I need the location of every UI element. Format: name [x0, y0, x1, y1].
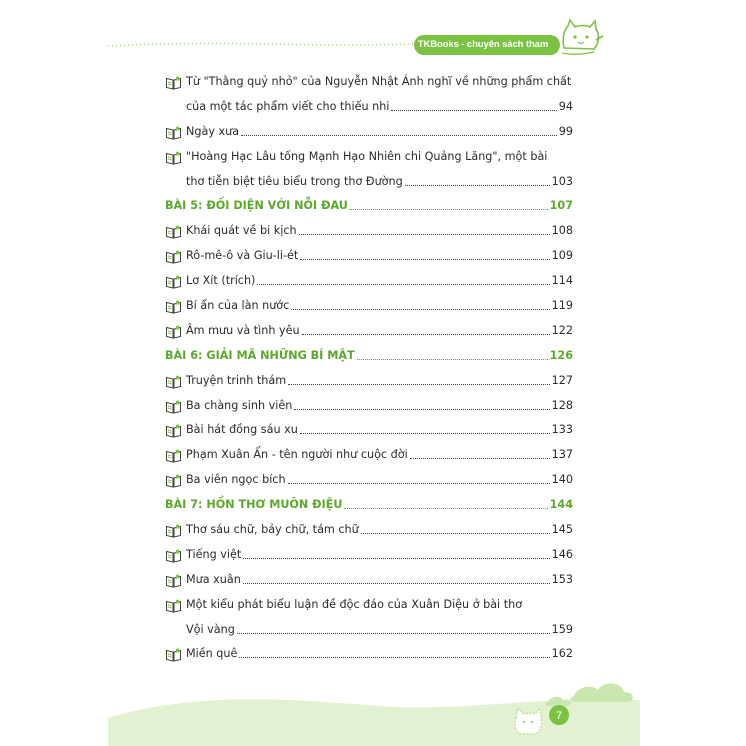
toc-entry — [165, 472, 573, 488]
page-ref: 146 — [551, 547, 573, 561]
toc-line — [165, 497, 573, 513]
entry-title: Thơ sáu chữ, bảy chữ, tám chữ — [186, 523, 359, 537]
cat-mascot-icon — [556, 18, 604, 58]
toc-entry — [165, 124, 573, 140]
dot-leader — [288, 384, 550, 385]
page-number: 7 — [555, 710, 563, 722]
entry-title: Một kiểu phát biểu luận đề độc đáo của Xuân Diệu ở bài thơ — [186, 597, 523, 611]
entry-title: Khái quát về bi kịch — [186, 224, 297, 238]
toc-line — [165, 622, 573, 638]
dot-leader — [241, 135, 557, 136]
dot-leader — [300, 433, 550, 434]
book-icon — [165, 524, 182, 538]
header-banner — [414, 35, 552, 70]
entry-title: Phạm Xuân Ẩn - tên người như cuộc đời — [186, 448, 408, 462]
toc-line — [165, 248, 573, 264]
page-ref: 114 — [551, 274, 573, 288]
book-icon — [165, 126, 182, 140]
toc-line — [165, 597, 573, 613]
header-dotted-line — [108, 40, 418, 48]
book-icon — [165, 449, 182, 463]
dot-leader — [243, 583, 550, 584]
page-ref: 122 — [551, 323, 573, 337]
toc-entry — [165, 74, 573, 115]
entry-title: Truyện trinh thám — [186, 373, 287, 387]
toc-line — [165, 124, 573, 140]
entry-title: Lơ Xít (trích) — [186, 274, 256, 288]
entry-title: Âm mưu và tình yêu — [186, 323, 300, 337]
toc-entry — [165, 373, 573, 389]
page-ref: 145 — [551, 523, 573, 537]
chapter-title: BÀI 6: GIẢI MÃ NHỮNG BÍ MẬT — [165, 348, 355, 362]
toc-line — [165, 198, 573, 214]
toc-line — [165, 398, 573, 414]
entry-title: Vội vàng — [186, 622, 235, 636]
book-icon — [165, 151, 182, 165]
page-ref: 126 — [549, 348, 573, 362]
entry-title: Bài hát đồng sáu xu — [186, 423, 298, 437]
dot-leader — [294, 409, 549, 410]
toc-entry — [165, 248, 573, 264]
footer-decoration — [0, 640, 746, 746]
dot-leader — [237, 633, 550, 634]
book-icon — [165, 549, 182, 563]
toc-line — [165, 273, 573, 289]
book-icon — [165, 400, 182, 414]
book-icon — [165, 225, 182, 239]
entry-title: Ba chàng sinh viên — [186, 398, 293, 412]
toc-entry — [165, 273, 573, 289]
toc-line — [165, 373, 573, 389]
book-icon — [165, 250, 182, 264]
dot-leader — [302, 334, 550, 335]
toc-entry — [165, 547, 573, 563]
entry-title: Ngày xưa — [186, 124, 240, 138]
entry-title: Từ "Thằng quỷ nhỏ" của Nguyễn Nhật Ánh nghĩ về những phẩm chất — [186, 75, 572, 88]
toc-line — [165, 348, 573, 364]
page-ref: 133 — [551, 423, 573, 437]
dot-leader — [344, 508, 547, 509]
page-ref: 140 — [551, 473, 573, 487]
entry-title: Tiếng việt — [186, 547, 242, 561]
toc-line — [165, 223, 573, 239]
page-ref: 99 — [558, 124, 573, 138]
page-ref: 153 — [551, 572, 573, 586]
page-ref: 159 — [551, 622, 573, 636]
page-ref: 108 — [551, 224, 573, 238]
book-icon — [165, 424, 182, 438]
toc-line — [165, 447, 573, 463]
book-icon — [165, 375, 182, 389]
page-ref: 144 — [549, 498, 573, 512]
page-ref: 109 — [551, 249, 573, 263]
table-of-contents — [165, 74, 573, 671]
toc-line — [165, 149, 573, 165]
book-icon — [165, 574, 182, 588]
chapter-title: BÀI 5: ĐỐI DIỆN VỚI NỖI ĐAU — [165, 199, 348, 213]
entry-title: Bí ẩn của làn nước — [186, 299, 290, 313]
toc-line — [165, 522, 573, 538]
dot-leader — [299, 234, 550, 235]
toc-line — [165, 472, 573, 488]
chapter-title: BÀI 7: HỒN THƠ MUÔN ĐIỆU — [165, 498, 343, 512]
book-icon — [165, 275, 182, 289]
toc-line — [165, 99, 573, 115]
toc-entry — [165, 597, 573, 638]
toc-chapter-heading — [165, 198, 573, 214]
book-icon — [165, 474, 182, 488]
dot-leader — [257, 284, 549, 285]
toc-chapter-heading — [165, 497, 573, 513]
toc-entry — [165, 398, 573, 414]
toc-entry — [165, 323, 573, 339]
entry-title: của một tác phẩm viết cho thiếu nhi — [186, 99, 390, 113]
dot-leader — [291, 309, 549, 310]
entry-title: "Hoàng Hạc Lâu tống Mạnh Hạo Nhiên chi Quảng Lăng", một bài — [186, 149, 548, 163]
toc-entry — [165, 422, 573, 438]
page-ref: 137 — [551, 448, 573, 462]
dot-leader — [288, 483, 550, 484]
dot-leader — [300, 259, 549, 260]
dot-leader — [357, 359, 548, 360]
dot-leader — [243, 558, 549, 559]
toc-line — [165, 323, 573, 339]
page-ref: 162 — [551, 647, 573, 661]
dot-leader — [350, 209, 548, 210]
toc-line — [165, 298, 573, 314]
entry-title: Ba viên ngọc bích — [186, 473, 286, 487]
toc-line — [165, 422, 573, 438]
toc-entry — [165, 149, 573, 190]
toc-entry — [165, 223, 573, 239]
dot-leader — [405, 185, 550, 186]
entry-title: thơ tiễn biệt tiêu biểu trong thơ Đường — [186, 174, 403, 188]
toc-line — [165, 572, 573, 588]
toc-line — [165, 547, 573, 563]
page-ref: 127 — [551, 373, 573, 387]
dot-leader — [361, 533, 550, 534]
toc-entry — [165, 447, 573, 463]
dot-leader — [391, 110, 556, 111]
toc-entry — [165, 522, 573, 538]
toc-line — [165, 174, 573, 190]
header-banner-text: TKBooks - chuyên sách tham khảo — [417, 39, 549, 70]
entry-title: Mưa xuân — [186, 572, 241, 586]
book-icon — [165, 76, 182, 90]
page-ref: 94 — [558, 99, 573, 113]
toc-line — [165, 74, 573, 90]
page-ref: 119 — [551, 299, 573, 313]
toc-entry — [165, 572, 573, 588]
page-ref: 107 — [549, 199, 573, 213]
entry-title: Miền quê — [186, 647, 238, 661]
page-ref: 103 — [551, 174, 573, 188]
book-icon — [165, 325, 182, 339]
entry-title: Rô-mê-ô và Giu-li-ét — [186, 249, 299, 263]
book-icon — [165, 300, 182, 314]
toc-entry — [165, 298, 573, 314]
toc-chapter-heading — [165, 348, 573, 364]
page-ref: 128 — [551, 398, 573, 412]
dot-leader — [410, 458, 550, 459]
book-icon — [165, 599, 182, 613]
